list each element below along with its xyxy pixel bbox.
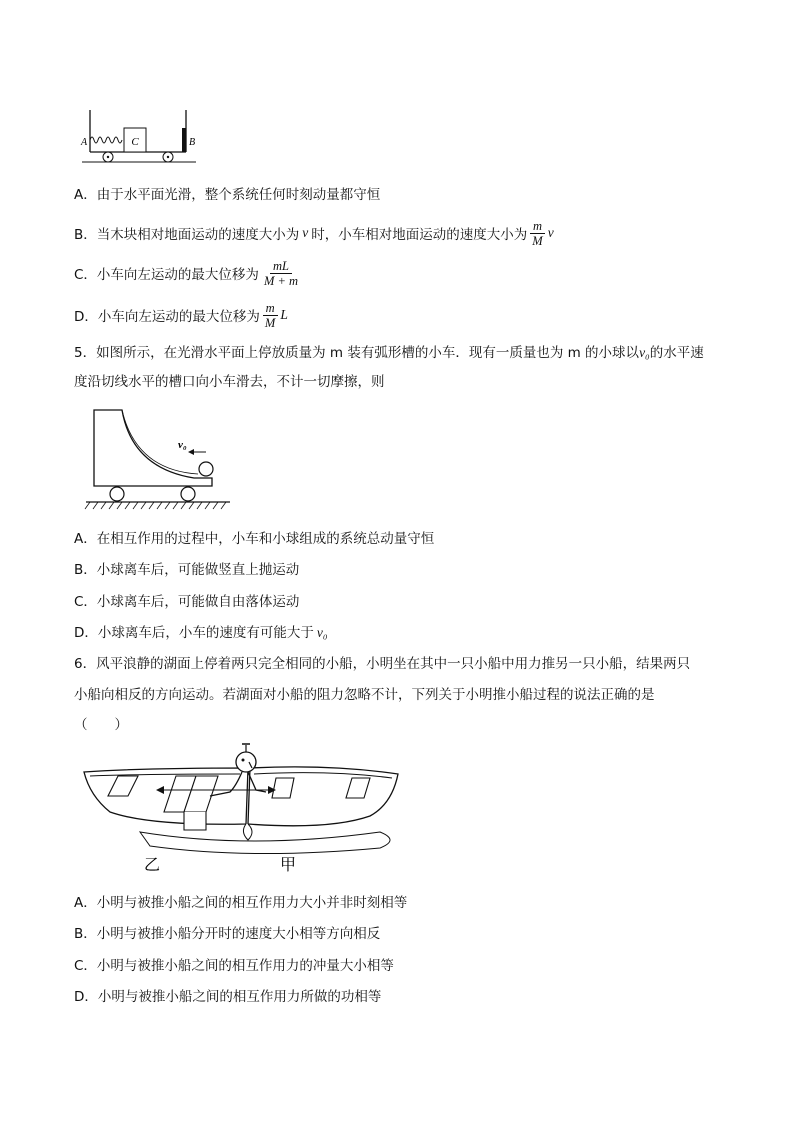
q4-option-c xyxy=(74,255,303,291)
q4-option-c-prefix: C．小车向左运动的最大位移为 xyxy=(74,267,259,283)
cart-spring-figure xyxy=(78,108,208,170)
q4-option-b-var: v xyxy=(302,225,309,240)
wall-b-label: B xyxy=(189,137,196,148)
q5-stem-line1-a: 5．如图所示，在光滑水平面上停放质量为 m 装有弧形槽的小车．现有一质量也为 m 的小球以 xyxy=(74,345,640,361)
q4-option-b-den: M xyxy=(532,233,543,248)
q4-option-d xyxy=(74,297,288,333)
two-boats-figure xyxy=(80,740,410,880)
q4-option-c-num: mL xyxy=(270,259,292,274)
q6-stem-line1: 6．风平浪静的湖面上停着两只完全相同的小船，小明坐在其中一只小船中用力推另一只小船，结果两只 xyxy=(74,656,691,672)
q4-option-d-num: m xyxy=(263,301,278,316)
q4-option-b-suffix: v xyxy=(547,225,554,240)
q5-option-a: A．在相互作用的过程中，小车和小球组成的系统总动量守恒 xyxy=(74,531,435,547)
q4-option-d-den: M xyxy=(264,315,276,330)
q5-stem-line2: 度沿切线水平的槽口向小车滑去，不计一切摩擦，则 xyxy=(74,374,385,390)
q4-option-c-den: M + m xyxy=(263,273,299,288)
q5-option-c: C．小球离车后，可能做自由落体运动 xyxy=(74,594,300,610)
q5-option-d-prefix: D．小球离车后，小车的速度有可能大于 xyxy=(74,625,314,641)
q4-option-a: A．由于水平面光滑，整个系统任何时刻动量都守恒 xyxy=(74,187,381,203)
q6-option-d: D．小明与被推小船之间的相互作用力所做的功相等 xyxy=(74,989,382,1005)
q6-option-a: A．小明与被推小船之间的相互作用力大小并非时刻相等 xyxy=(74,895,408,911)
q4-option-d-prefix: D．小车向左运动的最大位移为 xyxy=(74,309,260,325)
q5-option-d-var: v₀ xyxy=(316,625,328,640)
q5-option-b: B．小球离车后，可能做竖直上抛运动 xyxy=(74,562,300,578)
q4-option-b-num: m xyxy=(530,219,545,234)
boat-yi-label: 乙 xyxy=(144,857,161,874)
boat-jia-label: 甲 xyxy=(280,857,297,874)
v0-label: v₀ xyxy=(178,439,187,451)
q4-option-b-fraction xyxy=(529,219,545,248)
q4-option-b-mid: 时，小车相对地面运动的速度大小为 xyxy=(311,227,528,243)
q6-option-b: B．小明与被推小船分开时的速度大小相等方向相反 xyxy=(74,926,381,942)
wall-a-label: A xyxy=(81,137,88,148)
block-c-label: C xyxy=(131,136,139,148)
q5-stem-line1 xyxy=(74,344,704,362)
q5-stem-v0: v₀ xyxy=(639,345,650,360)
q6-stem-line2: 小船向相反的方向运动。若湖面对小船的阻力忽略不计，下列关于小明推小船过程的说法正确的是 xyxy=(74,687,655,703)
q6-stem-line3: （ ） xyxy=(74,717,128,733)
q4-option-b-prefix: B．当木块相对地面运动的速度大小为 xyxy=(74,227,300,243)
q6-option-c: C．小明与被推小船之间的相互作用力的冲量大小相等 xyxy=(74,958,394,974)
q4-option-c-fraction xyxy=(261,259,301,288)
curved-cart-figure xyxy=(84,408,234,513)
q4-option-d-fraction xyxy=(262,301,278,330)
q5-stem-line1-b: 的水平速 xyxy=(649,345,704,361)
q4-option-b xyxy=(74,215,554,251)
q5-option-d xyxy=(74,624,328,642)
q4-option-d-suffix: L xyxy=(280,307,288,322)
